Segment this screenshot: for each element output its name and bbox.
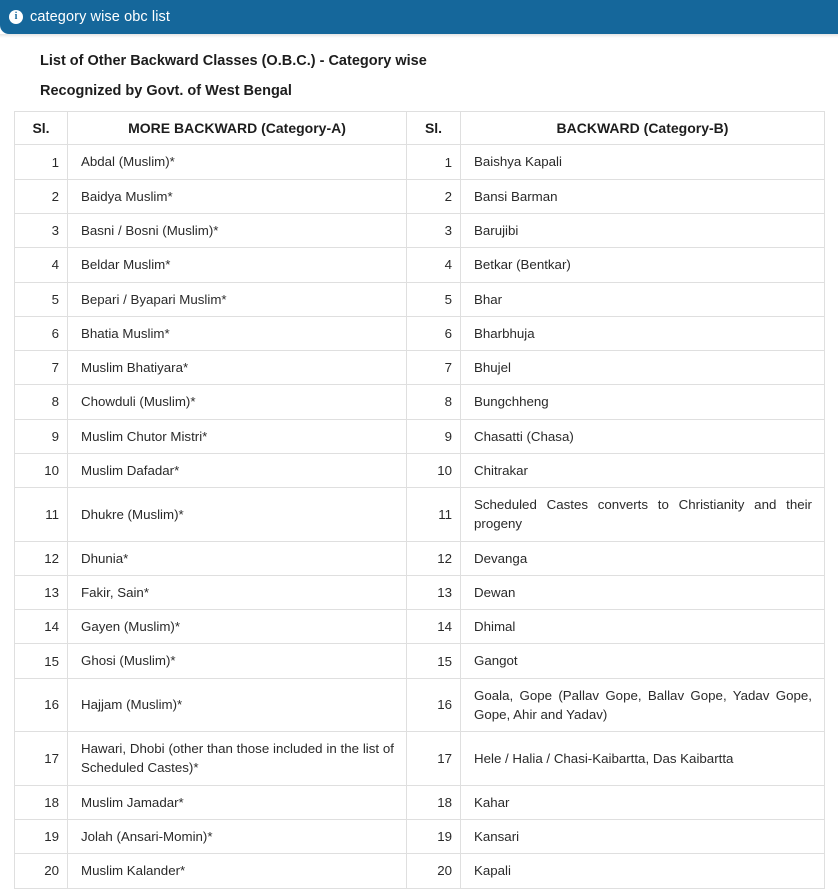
cell-name-a: Bhatia Muslim* bbox=[68, 316, 407, 350]
cell-sl-a: 8 bbox=[15, 385, 68, 419]
cell-name-a: Muslim Kalander* bbox=[68, 854, 407, 888]
cell-name-b: Chitrakar bbox=[461, 453, 825, 487]
cell-sl-b: 7 bbox=[407, 351, 461, 385]
cell-name-a: Gayen (Muslim)* bbox=[68, 610, 407, 644]
cell-sl-b: 9 bbox=[407, 419, 461, 453]
cell-name-b: Gangot bbox=[461, 644, 825, 678]
cell-sl-b: 2 bbox=[407, 179, 461, 213]
cell-name-b: Bhar bbox=[461, 282, 825, 316]
cell-sl-b: 14 bbox=[407, 610, 461, 644]
page-subtitle: Recognized by Govt. of West Bengal bbox=[40, 83, 292, 100]
cell-name-a: Muslim Dafadar* bbox=[68, 453, 407, 487]
table-row bbox=[15, 351, 825, 385]
cell-sl-b: 11 bbox=[407, 488, 461, 542]
cell-sl-a: 14 bbox=[15, 610, 68, 644]
cell-name-a: Dhukre (Muslim)* bbox=[68, 488, 407, 542]
column-header-category-a: MORE BACKWARD (Category-A) bbox=[68, 112, 407, 145]
document-body bbox=[0, 38, 838, 889]
cell-name-b: Baishya Kapali bbox=[461, 145, 825, 179]
cell-sl-b: 19 bbox=[407, 820, 461, 854]
table-row bbox=[15, 610, 825, 644]
table-row bbox=[15, 732, 825, 786]
cell-sl-a: 18 bbox=[15, 785, 68, 819]
cell-name-a: Muslim Bhatiyara* bbox=[68, 351, 407, 385]
cell-name-a: Basni / Bosni (Muslim)* bbox=[68, 213, 407, 247]
cell-sl-b: 15 bbox=[407, 644, 461, 678]
cell-sl-b: 12 bbox=[407, 541, 461, 575]
cell-sl-b: 10 bbox=[407, 453, 461, 487]
page-title: List of Other Backward Classes (O.B.C.) - Category wise bbox=[40, 53, 427, 69]
table-row bbox=[15, 678, 825, 732]
cell-name-b: Kahar bbox=[461, 785, 825, 819]
page-banner bbox=[0, 0, 838, 34]
cell-name-b: Hele / Halia / Chasi-Kaibartta, Das Kaibartta bbox=[461, 732, 825, 786]
column-header-sl-a: Sl. bbox=[15, 112, 68, 145]
cell-name-a: Chowduli (Muslim)* bbox=[68, 385, 407, 419]
cell-sl-b: 6 bbox=[407, 316, 461, 350]
cell-sl-a: 11 bbox=[15, 488, 68, 542]
document-headings bbox=[14, 38, 824, 107]
cell-name-b: Scheduled Castes converts to Christianity and their progeny bbox=[461, 488, 825, 542]
info-circle-icon: i bbox=[9, 10, 23, 24]
cell-name-b: Barujibi bbox=[461, 213, 825, 247]
cell-sl-a: 2 bbox=[15, 179, 68, 213]
cell-sl-a: 12 bbox=[15, 541, 68, 575]
cell-sl-a: 7 bbox=[15, 351, 68, 385]
cell-sl-a: 15 bbox=[15, 644, 68, 678]
cell-sl-a: 20 bbox=[15, 854, 68, 888]
cell-name-a: Muslim Jamadar* bbox=[68, 785, 407, 819]
cell-name-b: Kansari bbox=[461, 820, 825, 854]
cell-sl-a: 4 bbox=[15, 248, 68, 282]
table-row bbox=[15, 453, 825, 487]
cell-name-b: Bharbhuja bbox=[461, 316, 825, 350]
cell-name-a: Fakir, Sain* bbox=[68, 575, 407, 609]
cell-name-b: Bungchheng bbox=[461, 385, 825, 419]
cell-sl-a: 6 bbox=[15, 316, 68, 350]
cell-sl-a: 16 bbox=[15, 678, 68, 732]
cell-sl-b: 4 bbox=[407, 248, 461, 282]
cell-sl-a: 13 bbox=[15, 575, 68, 609]
cell-sl-a: 10 bbox=[15, 453, 68, 487]
table-row bbox=[15, 488, 825, 542]
cell-name-a: Beldar Muslim* bbox=[68, 248, 407, 282]
cell-name-b: Goala, Gope (Pallav Gope, Ballav Gope, Yadav Gope, Gope, Ahir and Yadav) bbox=[461, 678, 825, 732]
cell-sl-b: 8 bbox=[407, 385, 461, 419]
table-row bbox=[15, 316, 825, 350]
cell-sl-b: 18 bbox=[407, 785, 461, 819]
cell-sl-a: 3 bbox=[15, 213, 68, 247]
cell-name-b: Dewan bbox=[461, 575, 825, 609]
cell-name-b: Chasatti (Chasa) bbox=[461, 419, 825, 453]
cell-sl-b: 1 bbox=[407, 145, 461, 179]
table-row bbox=[15, 385, 825, 419]
cell-sl-b: 20 bbox=[407, 854, 461, 888]
table-row bbox=[15, 575, 825, 609]
cell-name-a: Ghosi (Muslim)* bbox=[68, 644, 407, 678]
table-row bbox=[15, 419, 825, 453]
column-header-sl-b: Sl. bbox=[407, 112, 461, 145]
cell-sl-b: 13 bbox=[407, 575, 461, 609]
cell-sl-a: 9 bbox=[15, 419, 68, 453]
table-row bbox=[15, 644, 825, 678]
cell-sl-b: 5 bbox=[407, 282, 461, 316]
cell-name-b: Bhujel bbox=[461, 351, 825, 385]
table-row bbox=[15, 541, 825, 575]
cell-name-a: Hajjam (Muslim)* bbox=[68, 678, 407, 732]
cell-name-a: Baidya Muslim* bbox=[68, 179, 407, 213]
cell-sl-b: 16 bbox=[407, 678, 461, 732]
obc-category-table bbox=[14, 111, 825, 888]
cell-sl-a: 5 bbox=[15, 282, 68, 316]
cell-name-b: Dhimal bbox=[461, 610, 825, 644]
table-row bbox=[15, 785, 825, 819]
table-row bbox=[15, 213, 825, 247]
table-row bbox=[15, 820, 825, 854]
table-row bbox=[15, 282, 825, 316]
banner-title: category wise obc list bbox=[30, 9, 171, 25]
table-row bbox=[15, 854, 825, 888]
cell-name-a: Abdal (Muslim)* bbox=[68, 145, 407, 179]
cell-name-b: Bansi Barman bbox=[461, 179, 825, 213]
cell-sl-b: 3 bbox=[407, 213, 461, 247]
cell-name-a: Hawari, Dhobi (other than those included in the list of Scheduled Castes)* bbox=[68, 732, 407, 786]
cell-name-a: Muslim Chutor Mistri* bbox=[68, 419, 407, 453]
cell-sl-b: 17 bbox=[407, 732, 461, 786]
cell-name-a: Bepari / Byapari Muslim* bbox=[68, 282, 407, 316]
table-row bbox=[15, 145, 825, 179]
cell-sl-a: 17 bbox=[15, 732, 68, 786]
cell-name-a: Jolah (Ansari-Momin)* bbox=[68, 820, 407, 854]
table-row bbox=[15, 179, 825, 213]
cell-sl-a: 1 bbox=[15, 145, 68, 179]
cell-name-a: Dhunia* bbox=[68, 541, 407, 575]
column-header-category-b: BACKWARD (Category-B) bbox=[461, 112, 825, 145]
cell-sl-a: 19 bbox=[15, 820, 68, 854]
table-row bbox=[15, 248, 825, 282]
cell-name-b: Betkar (Bentkar) bbox=[461, 248, 825, 282]
cell-name-b: Kapali bbox=[461, 854, 825, 888]
cell-name-b: Devanga bbox=[461, 541, 825, 575]
table-body bbox=[15, 145, 825, 888]
table-header-row bbox=[15, 112, 825, 145]
